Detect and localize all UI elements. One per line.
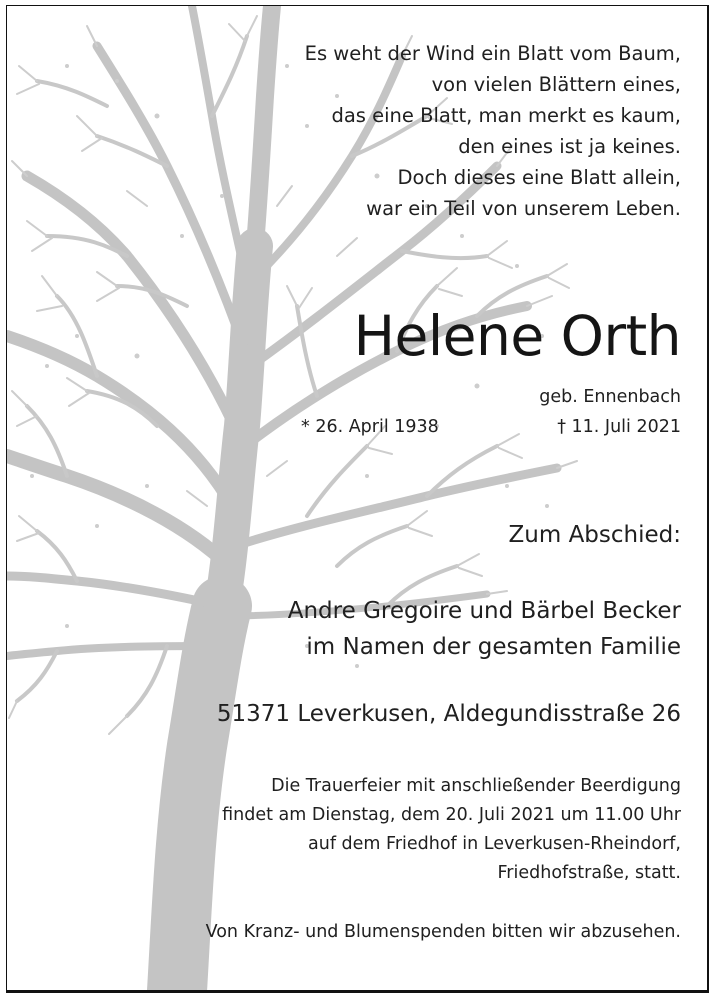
farewell-heading: Zum Abschied: — [508, 522, 681, 548]
service-line: Die Trauerfeier mit anschließender Beerdigung — [271, 776, 681, 796]
obituary-card — [6, 5, 709, 993]
poem-line: den eines ist ja keines. — [458, 135, 681, 158]
poem-line: war ein Teil von unserem Leben. — [366, 197, 681, 220]
service-line: auf dem Friedhof in Leverkusen-Rheindorf, — [308, 834, 681, 854]
death-date: † 11. Juli 2021 — [557, 417, 681, 437]
poem-line: von vielen Blättern eines, — [431, 73, 681, 96]
service-line: Friedhofstraße, statt. — [497, 863, 681, 883]
mourners-names: Andre Gregoire und Bärbel Becker — [287, 598, 681, 624]
poem-line: Doch dieses eine Blatt allein, — [397, 166, 681, 189]
birth-date: * 26. April 1938 — [301, 417, 439, 437]
service-line: findet am Dienstag, dem 20. Juli 2021 um 11.00 Uhr — [222, 805, 681, 825]
poem — [305, 38, 681, 224]
address: 51371 Leverkusen, Aldegundisstraße 26 — [216, 701, 681, 727]
flowers-note: Von Kranz- und Blumenspenden bitten wir abzusehen. — [205, 922, 681, 942]
mourners — [288, 593, 681, 665]
poem-line: Es weht der Wind ein Blatt vom Baum, — [304, 42, 681, 65]
funeral-service-info — [222, 772, 681, 888]
poem-line: das eine Blatt, man merkt es kaum, — [331, 104, 681, 127]
mourners-family-line: im Namen der gesamten Familie — [306, 634, 681, 660]
deceased-name: Helene Orth — [353, 304, 681, 368]
birth-name: geb. Ennenbach — [539, 387, 681, 407]
